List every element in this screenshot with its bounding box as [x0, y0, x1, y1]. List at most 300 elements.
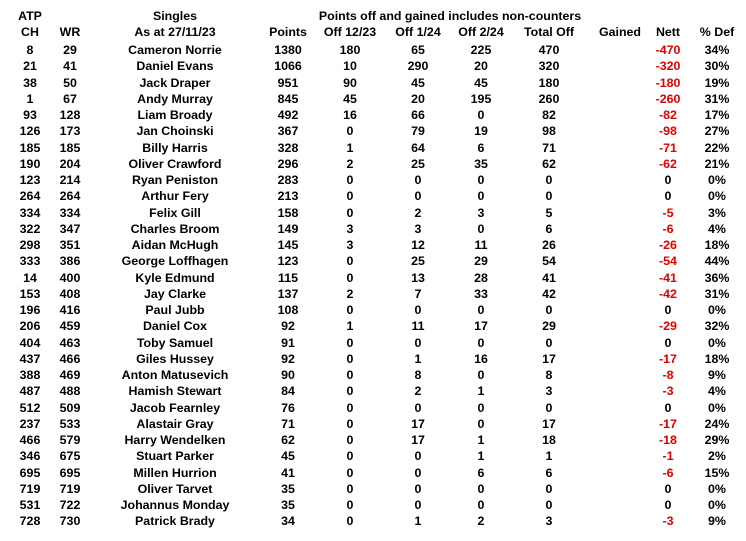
cell-player-name: Oliver Crawford	[128, 156, 222, 171]
cell-total-off: 0	[545, 400, 553, 415]
cell-wr: 400	[59, 270, 81, 285]
cell-nett: -180	[655, 75, 681, 90]
cell-off-12-23: 3	[346, 221, 354, 236]
cell-pct-def: 0%	[708, 335, 726, 350]
cell-pct-def: 2%	[708, 449, 726, 464]
cell-atp-ch: 531	[19, 498, 41, 512]
table-row	[0, 302, 746, 318]
cell-nett: -320	[655, 59, 681, 74]
cell-player-name: Giles Hussey	[136, 351, 214, 366]
cell-nett: 0	[664, 335, 672, 350]
cell-points: 71	[281, 416, 295, 431]
cell-atp-ch: 695	[19, 465, 41, 480]
cell-nett: -8	[662, 368, 674, 382]
cell-gained	[590, 465, 650, 481]
cell-off-2-24: 2	[477, 514, 485, 529]
cell-gained	[590, 481, 650, 497]
cell-total-off: 6	[545, 465, 553, 480]
cell-off-2-24: 16	[474, 351, 488, 366]
cell-total-off: 26	[542, 238, 556, 252]
cell-player-name: Andy Murray	[137, 91, 213, 106]
cell-player-name: Jack Draper	[139, 75, 211, 90]
cell-player-name: Felix Gill	[149, 205, 201, 220]
cell-gained	[590, 58, 650, 74]
cell-wr: 695	[59, 465, 81, 480]
cell-total-off: 320	[538, 59, 560, 74]
cell-points: 91	[281, 335, 295, 350]
cell-wr: 29	[63, 43, 77, 57]
cell-off-12-23: 0	[346, 335, 354, 350]
cell-nett: -5	[662, 205, 674, 220]
cell-wr: 128	[59, 108, 81, 122]
cell-off-12-23: 2	[346, 156, 354, 171]
cell-points: 137	[277, 286, 299, 301]
cell-player-name: Kyle Edmund	[135, 270, 215, 285]
cell-total-off: 180	[538, 75, 560, 90]
cell-off-12-23: 0	[346, 351, 354, 366]
cell-total-off: 3	[545, 514, 553, 529]
cell-off-2-24: 0	[477, 108, 485, 122]
cell-points: 92	[281, 351, 295, 366]
cell-nett: -54	[659, 254, 677, 269]
cell-pct-def: 31%	[704, 286, 730, 301]
cell-off-2-24: 0	[477, 400, 485, 415]
cell-gained	[590, 497, 650, 513]
cell-nett: 0	[664, 173, 672, 187]
cell-pct-def: 4%	[708, 384, 726, 399]
cell-wr: 351	[59, 238, 81, 252]
cell-off-2-24: 1	[477, 384, 485, 399]
cell-off-12-23: 0	[346, 400, 354, 415]
cell-total-off: 17	[542, 351, 556, 366]
cell-atp-ch: 21	[23, 59, 37, 74]
cell-off-2-24: 195	[470, 91, 492, 106]
cell-total-off: 41	[542, 270, 556, 285]
cell-gained	[590, 91, 650, 107]
cell-atp-ch: 126	[19, 124, 41, 139]
cell-nett: -29	[659, 319, 677, 334]
cell-atp-ch: 487	[19, 384, 41, 399]
cell-total-off: 29	[542, 319, 556, 334]
cell-gained	[590, 432, 650, 448]
header-ch: CH	[21, 25, 39, 39]
table-row	[0, 156, 746, 172]
cell-points: 84	[281, 384, 295, 399]
cell-pct-def: 36%	[704, 270, 730, 285]
cell-off-1-24: 2	[414, 205, 422, 220]
cell-pct-def: 15%	[704, 465, 730, 480]
cell-pct-def: 24%	[704, 416, 730, 431]
cell-off-1-24: 79	[411, 124, 425, 139]
cell-atp-ch: 719	[19, 481, 41, 496]
cell-gained	[590, 367, 650, 383]
cell-off-12-23: 1	[346, 319, 354, 334]
cell-player-name: Cameron Norrie	[128, 43, 222, 57]
cell-nett: -18	[659, 433, 677, 447]
table-row	[0, 416, 746, 432]
cell-wr: 459	[59, 319, 81, 334]
cell-wr: 719	[59, 481, 81, 496]
cell-wr: 408	[59, 286, 81, 301]
cell-off-1-24: 17	[411, 433, 425, 447]
cell-atp-ch: 123	[19, 173, 41, 187]
cell-off-12-23: 0	[346, 124, 354, 139]
cell-off-12-23: 0	[346, 416, 354, 431]
cell-nett: 0	[664, 400, 672, 415]
cell-atp-ch: 322	[19, 221, 41, 236]
cell-gained	[590, 335, 650, 351]
cell-nett: -6	[662, 465, 674, 480]
cell-off-2-24: 0	[477, 416, 485, 431]
header-pct-def: % Def	[699, 25, 735, 39]
cell-pct-def: 9%	[708, 368, 726, 382]
cell-points: 115	[278, 270, 298, 285]
cell-off-1-24: 25	[411, 254, 425, 269]
cell-off-12-23: 0	[346, 173, 354, 187]
cell-player-name: Charles Broom	[130, 221, 220, 236]
cell-wr: 730	[59, 514, 81, 529]
cell-off-2-24: 225	[470, 43, 492, 57]
cell-total-off: 0	[545, 189, 553, 204]
cell-off-1-24: 64	[411, 140, 425, 155]
cell-player-name: Stuart Parker	[136, 449, 214, 464]
table-row	[0, 400, 746, 416]
cell-wr: 347	[59, 221, 81, 236]
cell-off-1-24: 7	[414, 286, 422, 301]
cell-wr: 185	[59, 140, 81, 155]
cell-player-name: Hamish Stewart	[128, 384, 222, 399]
cell-gained	[590, 156, 650, 172]
cell-off-2-24: 19	[474, 124, 488, 139]
table-row	[0, 432, 746, 448]
cell-off-12-23: 0	[346, 384, 354, 399]
cell-player-name: Jacob Fearnley	[129, 400, 221, 415]
cell-off-12-23: 0	[346, 270, 354, 285]
cell-player-name: Harry Wendelken	[124, 433, 226, 447]
cell-points: 149	[277, 221, 299, 236]
cell-points: 62	[281, 433, 295, 447]
cell-wr: 675	[59, 449, 81, 464]
cell-nett: -6	[662, 221, 674, 236]
cell-off-1-24: 66	[411, 108, 425, 122]
cell-wr: 533	[59, 416, 81, 431]
table-row	[0, 286, 746, 302]
cell-off-1-24: 45	[411, 75, 425, 90]
table-row	[0, 335, 746, 351]
cell-atp-ch: 388	[19, 368, 41, 382]
cell-off-1-24: 3	[414, 221, 422, 236]
cell-nett: -42	[659, 286, 677, 301]
cell-points: 92	[281, 319, 295, 334]
cell-player-name: Patrick Brady	[135, 514, 215, 529]
cell-off-12-23: 0	[346, 481, 354, 496]
cell-off-1-24: 13	[411, 270, 425, 285]
cell-off-2-24: 0	[477, 481, 485, 496]
cell-gained	[590, 75, 650, 91]
cell-pct-def: 27%	[704, 124, 730, 139]
cell-atp-ch: 437	[19, 351, 41, 366]
cell-gained	[590, 383, 650, 399]
cell-off-12-23: 90	[343, 75, 357, 90]
cell-off-1-24: 8	[414, 368, 422, 382]
cell-atp-ch: 196	[19, 303, 41, 317]
cell-nett: -1	[662, 449, 674, 464]
cell-wr: 469	[59, 368, 81, 382]
cell-pct-def: 18%	[704, 351, 730, 366]
cell-total-off: 8	[545, 368, 553, 382]
header-atp: ATP	[18, 9, 42, 23]
cell-atp-ch: 264	[19, 189, 41, 204]
cell-off-12-23: 0	[346, 303, 354, 317]
cell-atp-ch: 38	[23, 75, 37, 90]
cell-pct-def: 0%	[708, 400, 726, 415]
cell-off-1-24: 25	[411, 156, 425, 171]
cell-gained	[590, 172, 650, 188]
header-gained: Gained	[599, 25, 641, 39]
cell-total-off: 260	[538, 91, 560, 106]
cell-total-off: 6	[545, 221, 553, 236]
table-row	[0, 351, 746, 367]
cell-atp-ch: 404	[19, 335, 41, 350]
cell-wr: 722	[59, 498, 81, 512]
cell-off-2-24: 6	[477, 140, 485, 155]
cell-off-2-24: 35	[474, 156, 488, 171]
cell-player-name: Paul Jubb	[145, 303, 205, 317]
table-row	[0, 172, 746, 188]
cell-points: 1066	[274, 59, 302, 74]
cell-off-2-24: 0	[477, 173, 485, 187]
cell-points: 158	[277, 205, 299, 220]
cell-off-12-23: 0	[346, 514, 354, 529]
cell-off-1-24: 0	[414, 449, 422, 464]
cell-points: 41	[281, 465, 295, 480]
cell-player-name: Ryan Peniston	[131, 173, 219, 187]
cell-nett: 0	[664, 498, 672, 512]
cell-points: 45	[281, 449, 295, 464]
table-row	[0, 237, 746, 253]
cell-wr: 50	[63, 75, 77, 90]
cell-off-12-23: 0	[346, 205, 354, 220]
cell-player-name: Oliver Tarvet	[137, 481, 213, 496]
cell-off-1-24: 290	[407, 59, 429, 74]
cell-player-name: Alastair Gray	[136, 416, 214, 431]
cell-wr: 386	[59, 254, 81, 269]
table-row	[0, 513, 746, 529]
cell-off-2-24: 0	[477, 498, 485, 512]
cell-total-off: 82	[542, 108, 556, 122]
cell-nett: -26	[659, 238, 677, 252]
cell-wr: 41	[63, 59, 77, 74]
table-row	[0, 91, 746, 107]
cell-atp-ch: 153	[19, 286, 41, 301]
cell-gained	[590, 123, 650, 139]
cell-pct-def: 30%	[704, 59, 730, 74]
cell-atp-ch: 206	[19, 319, 41, 334]
table-row	[0, 448, 746, 464]
cell-gained	[590, 351, 650, 367]
table-row	[0, 188, 746, 204]
cell-total-off: 17	[542, 416, 556, 431]
table-row	[0, 58, 746, 74]
cell-off-12-23: 0	[346, 368, 354, 382]
cell-gained	[590, 140, 650, 156]
cell-off-12-23: 3	[346, 238, 354, 252]
cell-wr: 173	[59, 124, 81, 139]
cell-pct-def: 0%	[708, 303, 726, 317]
cell-off-1-24: 0	[414, 303, 422, 317]
cell-off-12-23: 0	[346, 254, 354, 269]
cell-nett: 0	[664, 303, 672, 317]
cell-pct-def: 19%	[704, 75, 730, 90]
table-row	[0, 253, 746, 269]
cell-player-name: Toby Samuel	[136, 335, 214, 350]
table-row	[0, 465, 746, 481]
cell-off-12-23: 45	[343, 91, 357, 106]
cell-wr: 466	[59, 351, 81, 366]
header-total-off: Total Off	[523, 25, 574, 39]
cell-pct-def: 18%	[704, 238, 730, 252]
cell-gained	[590, 42, 650, 58]
cell-nett: -17	[659, 351, 677, 366]
cell-pct-def: 29%	[704, 433, 730, 447]
cell-off-1-24: 0	[414, 498, 422, 512]
cell-atp-ch: 466	[19, 433, 41, 447]
cell-wr: 488	[59, 384, 81, 399]
cell-nett: -98	[659, 124, 677, 139]
cell-off-2-24: 1	[477, 449, 485, 464]
table-row	[0, 481, 746, 497]
cell-gained	[590, 205, 650, 221]
cell-off-2-24: 20	[474, 59, 488, 74]
header-off-1-24: Off 1/24	[395, 25, 441, 39]
cell-pct-def: 44%	[704, 254, 730, 269]
cell-off-12-23: 1	[346, 140, 354, 155]
cell-nett: -260	[655, 91, 681, 106]
cell-player-name: Aidan McHugh	[131, 238, 219, 252]
header-note: Points off and gained includes non-counters	[318, 9, 582, 23]
cell-pct-def: 34%	[704, 43, 730, 57]
cell-off-1-24: 0	[414, 189, 422, 204]
cell-off-2-24: 29	[474, 254, 488, 269]
cell-player-name: Billy Harris	[142, 140, 208, 155]
cell-off-12-23: 0	[346, 189, 354, 204]
table-row	[0, 221, 746, 237]
cell-off-2-24: 0	[477, 368, 485, 382]
cell-player-name: Millen Hurrion	[133, 465, 217, 480]
cell-atp-ch: 512	[19, 400, 41, 415]
cell-points: 845	[277, 91, 299, 106]
cell-player-name: Daniel Cox	[142, 319, 208, 334]
cell-points: 76	[281, 400, 295, 415]
cell-nett: -470	[655, 43, 681, 57]
cell-wr: 214	[59, 173, 81, 187]
cell-total-off: 0	[545, 498, 553, 512]
cell-gained	[590, 416, 650, 432]
cell-off-12-23: 10	[343, 59, 357, 74]
cell-player-name: Anton Matusevich	[121, 368, 229, 382]
cell-total-off: 0	[545, 481, 553, 496]
cell-gained	[590, 513, 650, 529]
cell-nett: -17	[659, 416, 677, 431]
cell-points: 90	[281, 368, 295, 382]
cell-pct-def: 0%	[708, 481, 726, 496]
cell-total-off: 0	[545, 173, 553, 187]
cell-off-1-24: 2	[414, 384, 422, 399]
cell-player-name: George Loffhagen	[121, 254, 229, 269]
cell-pct-def: 0%	[708, 189, 726, 204]
cell-total-off: 470	[538, 43, 560, 57]
cell-wr: 416	[59, 303, 81, 317]
cell-gained	[590, 302, 650, 318]
cell-total-off: 71	[542, 140, 556, 155]
cell-off-1-24: 1	[414, 514, 422, 529]
cell-atp-ch: 14	[23, 270, 37, 285]
cell-points: 213	[277, 189, 299, 204]
cell-points: 34	[281, 514, 295, 529]
cell-off-1-24: 20	[411, 91, 425, 106]
cell-wr: 204	[59, 156, 81, 171]
cell-nett: -62	[659, 156, 677, 171]
cell-total-off: 54	[542, 254, 556, 269]
cell-points: 951	[277, 75, 299, 90]
cell-off-12-23: 0	[346, 433, 354, 447]
cell-points: 492	[277, 108, 299, 122]
cell-gained	[590, 400, 650, 416]
cell-gained	[590, 318, 650, 334]
cell-player-name: Daniel Evans	[136, 59, 214, 74]
cell-off-1-24: 17	[411, 416, 425, 431]
cell-points: 367	[277, 124, 299, 139]
cell-off-1-24: 11	[411, 319, 425, 334]
cell-nett: -41	[659, 270, 677, 285]
cell-atp-ch: 93	[23, 108, 37, 122]
cell-off-2-24: 33	[474, 286, 488, 301]
cell-points: 108	[277, 303, 299, 317]
cell-gained	[590, 448, 650, 464]
cell-atp-ch: 728	[19, 514, 41, 529]
header-row-2	[0, 24, 746, 40]
cell-gained	[590, 253, 650, 269]
cell-total-off: 18	[542, 433, 556, 447]
cell-atp-ch: 333	[19, 254, 41, 269]
cell-nett: 0	[664, 189, 672, 204]
cell-off-2-24: 0	[477, 189, 485, 204]
cell-pct-def: 0%	[708, 498, 726, 512]
cell-off-2-24: 0	[477, 221, 485, 236]
cell-off-12-23: 0	[346, 449, 354, 464]
cell-wr: 509	[59, 400, 81, 415]
table-row	[0, 107, 746, 123]
cell-atp-ch: 1	[26, 91, 34, 106]
cell-atp-ch: 298	[19, 238, 41, 252]
header-row-1	[0, 8, 746, 24]
cell-pct-def: 4%	[708, 221, 726, 236]
table-row	[0, 367, 746, 383]
cell-off-1-24: 0	[414, 400, 422, 415]
cell-wr: 264	[59, 189, 81, 204]
cell-atp-ch: 237	[19, 416, 41, 431]
cell-nett: 0	[664, 481, 672, 496]
table-row	[0, 270, 746, 286]
cell-total-off: 42	[542, 286, 556, 301]
table-row	[0, 75, 746, 91]
cell-off-2-24: 3	[477, 205, 485, 220]
cell-points: 35	[281, 481, 295, 496]
cell-off-12-23: 16	[343, 108, 357, 122]
header-nett: Nett	[655, 25, 681, 39]
cell-off-2-24: 0	[477, 335, 485, 350]
cell-points: 296	[277, 156, 299, 171]
